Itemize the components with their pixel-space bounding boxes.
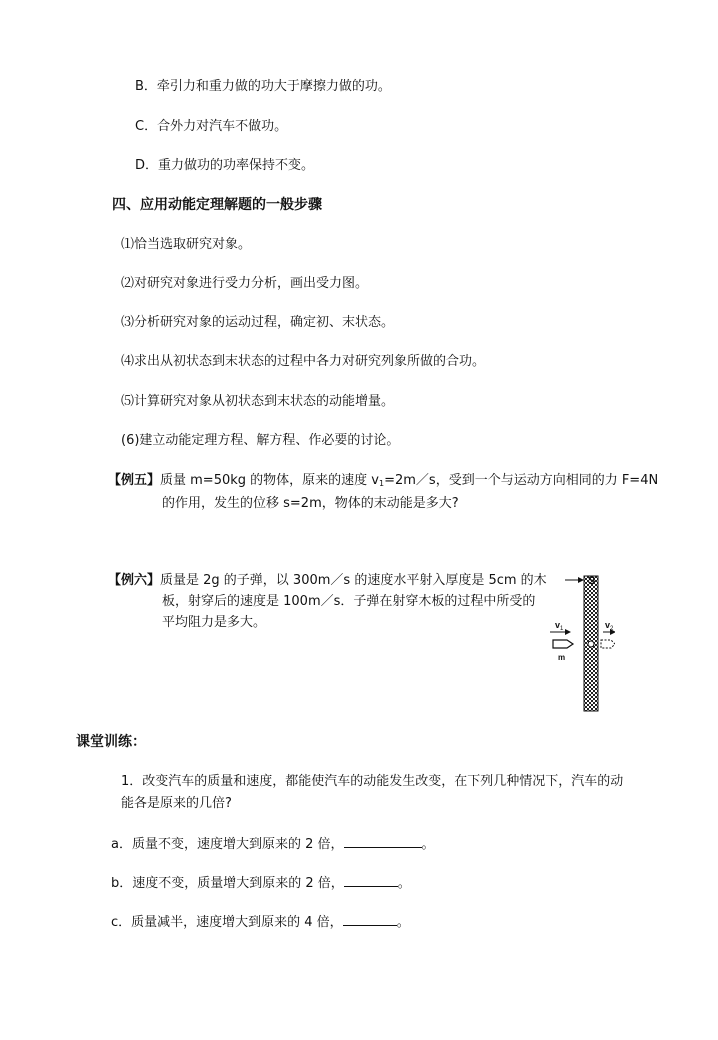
step-1: ⑴恰当选取研究对象。 bbox=[121, 237, 252, 252]
step-6: (6)建立动能定理方程、解方程、作必要的讨论。 bbox=[121, 433, 400, 448]
option-b: B．牵引力和重力做的功大于摩擦力做的功。 bbox=[135, 79, 391, 94]
question-b-text: b．速度不变，质量增大到原来的 2 倍， bbox=[111, 876, 344, 891]
example5-line2: 的作用，发生的位移 s=2m，物体的末动能是多大? bbox=[162, 496, 459, 511]
answer-blank-c[interactable] bbox=[343, 912, 397, 926]
step-3: ⑶分析研究对象的运动过程，确定初、末状态。 bbox=[121, 315, 395, 330]
example5-line1 bbox=[108, 472, 658, 493]
step-5: ⑸计算研究对象从初状态到末状态的动能增量。 bbox=[121, 394, 395, 409]
question-c-text: c．质量减半，速度增大到原来的 4 倍， bbox=[111, 915, 343, 930]
question-b-end: 。 bbox=[397, 876, 411, 891]
question-a bbox=[111, 834, 435, 854]
example5-text-a: 质量 m=50kg 的物体，原来的速度 v bbox=[160, 473, 379, 488]
question-1-line2: 能各是原来的几倍? bbox=[121, 796, 232, 811]
example6-line2: 板，射穿后的速度是 100m／s．子弹在射穿木板的过程中所受的 bbox=[162, 594, 536, 609]
bullet-board-figure bbox=[545, 570, 615, 715]
example5-text-b: =2m／s，受到一个与运动方向相同的力 F=4N bbox=[384, 473, 659, 488]
example6-line3: 平均阻力是多大。 bbox=[162, 615, 267, 630]
option-c: C．合外力对汽车不做功。 bbox=[135, 119, 288, 134]
example6-line1 bbox=[108, 572, 547, 590]
training-title: 课堂训练： bbox=[76, 734, 146, 750]
v1-sub: 1 bbox=[560, 626, 564, 632]
bullet-after bbox=[601, 640, 615, 648]
option-d: D．重力做功的功率保持不变。 bbox=[135, 158, 315, 173]
step-4: ⑷求出从初状态到末状态的过程中各力对研究列象所做的合功。 bbox=[121, 354, 486, 369]
bullet-in-board bbox=[588, 641, 594, 647]
answer-blank-b[interactable] bbox=[344, 873, 398, 887]
step-2: ⑵对研究对象进行受力分析，画出受力图。 bbox=[121, 276, 369, 291]
s-label: S bbox=[588, 575, 596, 587]
v2-label: v bbox=[605, 620, 611, 630]
answer-blank-a[interactable] bbox=[344, 834, 422, 848]
question-a-text: a．质量不变，速度增大到原来的 2 倍， bbox=[111, 837, 344, 852]
example5-tag: 【例五】 bbox=[108, 473, 161, 488]
question-b bbox=[111, 873, 411, 893]
example6-tag: 【例六】 bbox=[108, 573, 161, 588]
v2-sub: 2 bbox=[610, 626, 614, 632]
question-a-end: 。 bbox=[421, 837, 435, 852]
bullet-before bbox=[553, 640, 573, 648]
question-c-end: 。 bbox=[396, 915, 410, 930]
example5-sub: 1 bbox=[379, 479, 385, 488]
v1-label: v bbox=[555, 620, 561, 630]
m-label: m bbox=[558, 653, 566, 662]
question-c bbox=[111, 912, 410, 932]
section-title: 四、应用动能定理解题的一般步骤 bbox=[112, 197, 322, 213]
example6-text-1: 质量是 2g 的子弹，以 300m／s 的速度水平射入厚度是 5cm 的木 bbox=[160, 573, 547, 588]
question-1-line1: 1．改变汽车的质量和速度，都能使汽车的动能发生改变，在下列几种情况下，汽车的动 bbox=[121, 774, 624, 789]
